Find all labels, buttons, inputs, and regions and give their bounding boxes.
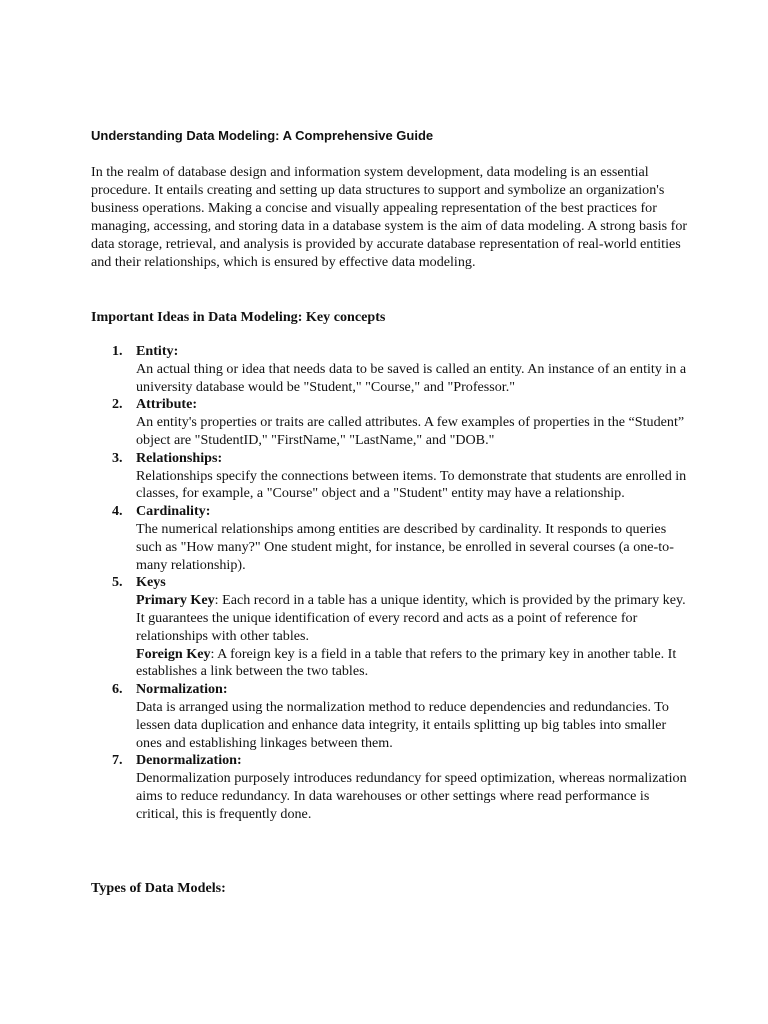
concept-description: An entity's properties or traits are called attributes. A few examples of properties in the “Student” object are "StudentID," "FirstName," "LastName," and "DOB." bbox=[136, 414, 685, 448]
document-title: Understanding Data Modeling: A Comprehensive Guide bbox=[91, 128, 434, 143]
foreign-key-label: Foreign Key bbox=[136, 645, 211, 662]
primary-key-text: : Each record in a table has a unique identity, which is provided by the primary key. It guarantees the unique identification of every record and acts as a point of reference for relationships with other tables. bbox=[136, 592, 686, 644]
list-item-number: 2. bbox=[112, 396, 123, 413]
concept-name: Cardinality: bbox=[136, 503, 211, 520]
concept-description: Relationships specify the connections between items. To demonstrate that students are enrolled in classes, for example, a "Course" object and a "Student" entity may have a relationship. bbox=[136, 467, 687, 502]
foreign-key-text: : A foreign key is a field in a table that refers to the primary key in another table. It establishes a link between the two tables. bbox=[136, 645, 677, 680]
list-item-number: 1. bbox=[112, 343, 123, 359]
list-item-entity bbox=[108, 343, 688, 396]
primary-key-label: Primary Key bbox=[136, 592, 215, 609]
concept-description: An actual thing or idea that needs data to be saved is called an entity. An instance of an entity in a university database would be "Student," "Course," and "Professor." bbox=[136, 360, 687, 395]
list-item-number: 4. bbox=[112, 503, 123, 520]
concept-name: Normalization: bbox=[136, 681, 228, 698]
list-item-relationships bbox=[108, 450, 688, 503]
intro-paragraph: In the realm of database design and information system development, data modeling is an essential procedure. It entails creating and setting up data structures to support and symbolize an organization's business operations. Making a concise and visually appealing representation of the best practices for managing, accessing, and storing data in a database system is the aim of data modeling. A strong basis for data storage, retrieval, and analysis is provided by accurate database representation of real-world entities and their relationships, which is ensured by effective data modeling. bbox=[91, 164, 688, 270]
concept-name: Entity: bbox=[136, 343, 179, 359]
foreign-key-description bbox=[136, 646, 688, 682]
primary-key-description bbox=[136, 592, 688, 645]
key-concepts-heading: Important Ideas in Data Modeling: Key concepts bbox=[91, 309, 386, 325]
concept-description: Denormalization purposely introduces redundancy for speed optimization, whereas normalization aims to reduce redundancy. In data warehouses or other settings where read performance is critical, this is frequently done. bbox=[136, 770, 687, 822]
concept-name: Keys bbox=[136, 574, 166, 591]
types-of-data-models-heading: Types of Data Models: bbox=[91, 880, 226, 896]
list-item-number: 5. bbox=[112, 574, 123, 591]
list-item-normalization bbox=[108, 681, 688, 752]
list-item-cardinality bbox=[108, 503, 688, 574]
concept-name: Denormalization: bbox=[136, 752, 242, 769]
list-item-number: 7. bbox=[112, 752, 123, 769]
concept-description: Data is arranged using the normalization method to reduce dependencies and redundancies. To lessen data duplication and enhance data integrity, it entails splitting up big tables into smaller ones and establishing linkages between them. bbox=[136, 698, 669, 751]
concept-name: Attribute: bbox=[136, 396, 198, 413]
list-item-number: 3. bbox=[112, 449, 123, 466]
list-item-number: 6. bbox=[112, 681, 123, 698]
list-item-denormalization bbox=[108, 752, 688, 823]
list-item-attribute bbox=[108, 396, 688, 449]
concept-name: Relationships: bbox=[136, 449, 223, 466]
key-concepts-list bbox=[108, 343, 688, 824]
list-item-keys bbox=[108, 574, 688, 681]
concept-description: The numerical relationships among entities are described by cardinality. It responds to queries such as "How many?" One student might, for instance, be enrolled in several courses (a one-to-many relationship). bbox=[136, 520, 674, 573]
